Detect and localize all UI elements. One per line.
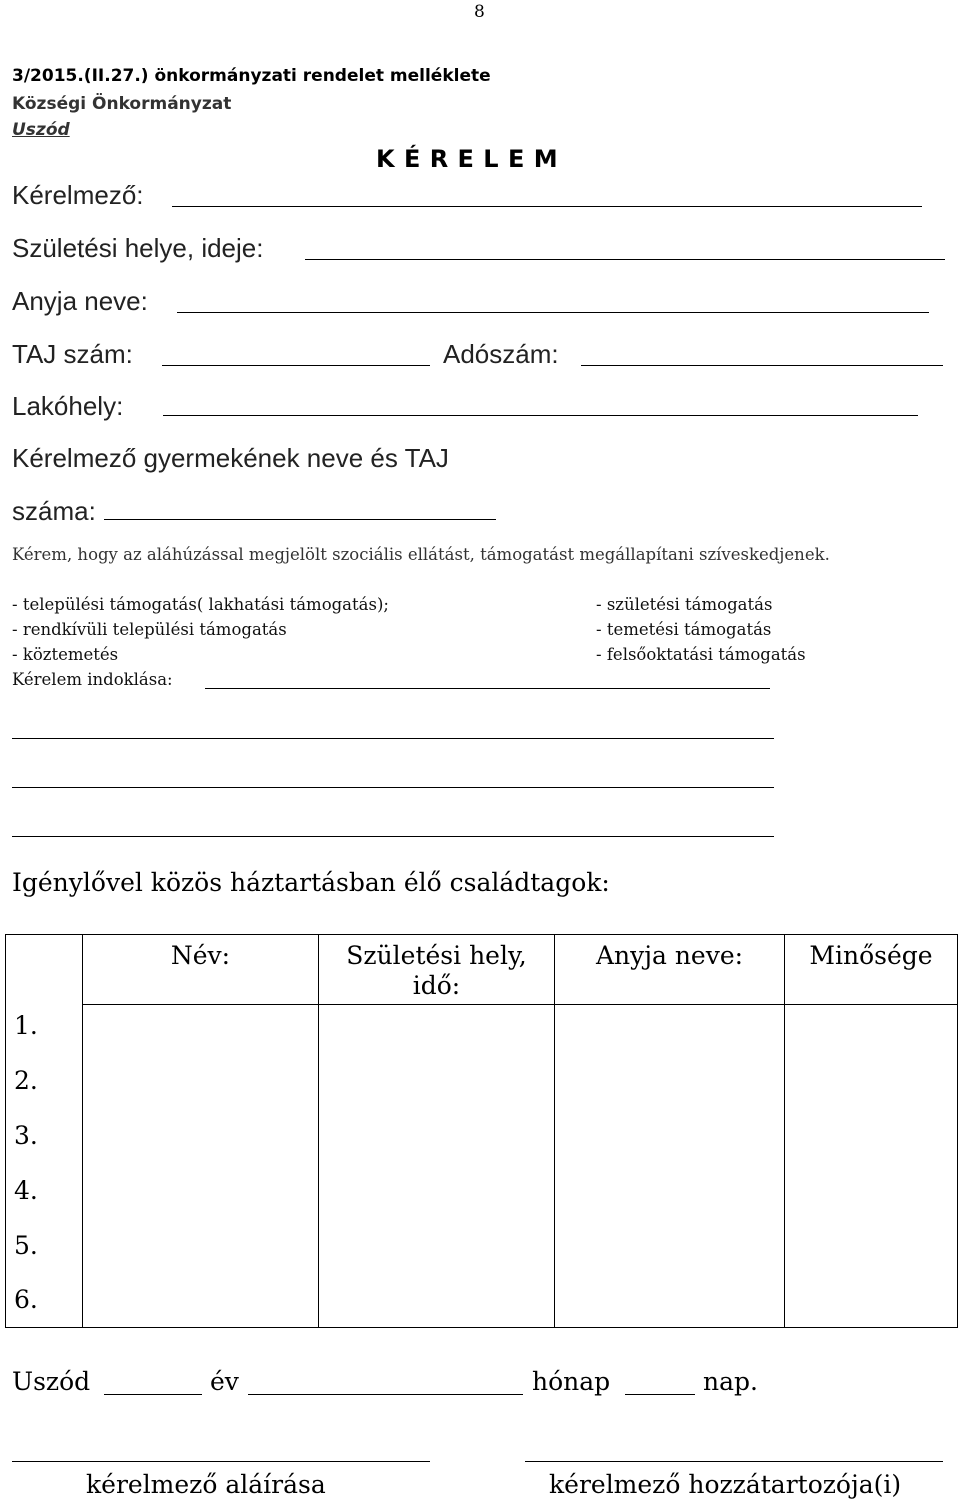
mother-label: Anyja neve: xyxy=(12,286,148,316)
household-heading: Igénylővel közös háztartásban élő családtagok: xyxy=(12,868,610,897)
child-label-line1: Kérelmező gyermekének neve és TAJ xyxy=(12,443,449,473)
row-number-4: 4. xyxy=(14,1176,38,1205)
birth-label: Születési helye, ideje: xyxy=(12,233,264,263)
date-day-label: nap. xyxy=(703,1367,758,1396)
day-field[interactable] xyxy=(625,1394,695,1395)
row-number-1: 1. xyxy=(14,1011,38,1040)
request-text: Kérem, hogy az aláhúzással megjelölt szociális ellátást, támogatást megállapítani szíveskedjenek. xyxy=(12,545,830,564)
header-mother-name: Anyja neve: xyxy=(555,935,785,1005)
date-place: Uszód xyxy=(12,1367,91,1396)
option-public-funeral[interactable]: - köztemetés xyxy=(12,645,119,664)
justification-label: Kérelem indoklása: xyxy=(12,670,173,689)
name-cell[interactable] xyxy=(83,1005,319,1328)
page-number: 8 xyxy=(474,2,485,22)
taj-field[interactable] xyxy=(162,365,430,366)
date-month-label: hónap xyxy=(532,1367,611,1396)
mother-cell[interactable] xyxy=(555,1005,785,1328)
relative-signature-label: kérelmező hozzátartozója(i) xyxy=(549,1470,902,1499)
child-field[interactable] xyxy=(104,519,496,520)
household-table xyxy=(5,934,958,1328)
row-number-6: 6. xyxy=(14,1285,38,1314)
birth-field[interactable] xyxy=(305,259,945,260)
relationship-cell[interactable] xyxy=(785,1005,958,1328)
applicant-signature-label: kérelmező aláírása xyxy=(86,1470,326,1499)
option-higher-education-support[interactable]: - felsőoktatási támogatás xyxy=(596,645,806,664)
taj-label: TAJ szám: xyxy=(12,339,133,369)
tax-label: Adószám: xyxy=(443,339,559,369)
date-year-label: év xyxy=(210,1367,239,1396)
residence-label: Lakóhely: xyxy=(12,391,124,421)
option-extraordinary-support[interactable]: - rendkívüli települési támogatás xyxy=(12,620,287,639)
row-number-5: 5. xyxy=(14,1231,38,1260)
town-name: Uszód xyxy=(12,120,70,140)
justification-field-2[interactable] xyxy=(12,738,774,739)
row-number-2: 2. xyxy=(14,1066,38,1095)
form-title: K É R E L E M xyxy=(376,145,559,173)
option-birth-support[interactable]: - születési támogatás xyxy=(596,595,773,614)
tax-field[interactable] xyxy=(581,365,943,366)
row-number-column xyxy=(6,935,83,1328)
header-birth-text: Születési hely, idő: xyxy=(346,941,527,1000)
child-label-line2: száma: xyxy=(12,496,96,526)
justification-field-1[interactable] xyxy=(205,688,770,689)
mother-field[interactable] xyxy=(177,312,929,313)
applicant-field[interactable] xyxy=(172,206,922,207)
row-number-3: 3. xyxy=(14,1121,38,1150)
residence-field[interactable] xyxy=(163,415,918,416)
header-name: Név: xyxy=(83,935,319,1005)
decree-reference: 3/2015.(II.27.) önkormányzati rendelet melléklete xyxy=(12,66,491,86)
applicant-label: Kérelmező: xyxy=(12,180,144,210)
applicant-signature-line[interactable] xyxy=(12,1461,430,1462)
municipality-name: Községi Önkormányzat xyxy=(12,94,232,114)
option-housing-support[interactable]: - települési támogatás( lakhatási támogatás); xyxy=(12,595,389,614)
birth-cell[interactable] xyxy=(319,1005,555,1328)
month-field[interactable] xyxy=(248,1394,523,1395)
justification-field-3[interactable] xyxy=(12,787,774,788)
year-field[interactable] xyxy=(104,1394,202,1395)
option-funeral-support[interactable]: - temetési támogatás xyxy=(596,620,772,639)
relative-signature-line[interactable] xyxy=(525,1461,943,1462)
justification-field-4[interactable] xyxy=(12,836,774,837)
header-birth-place-date xyxy=(319,935,555,1005)
header-relationship: Minősége xyxy=(785,935,958,1005)
